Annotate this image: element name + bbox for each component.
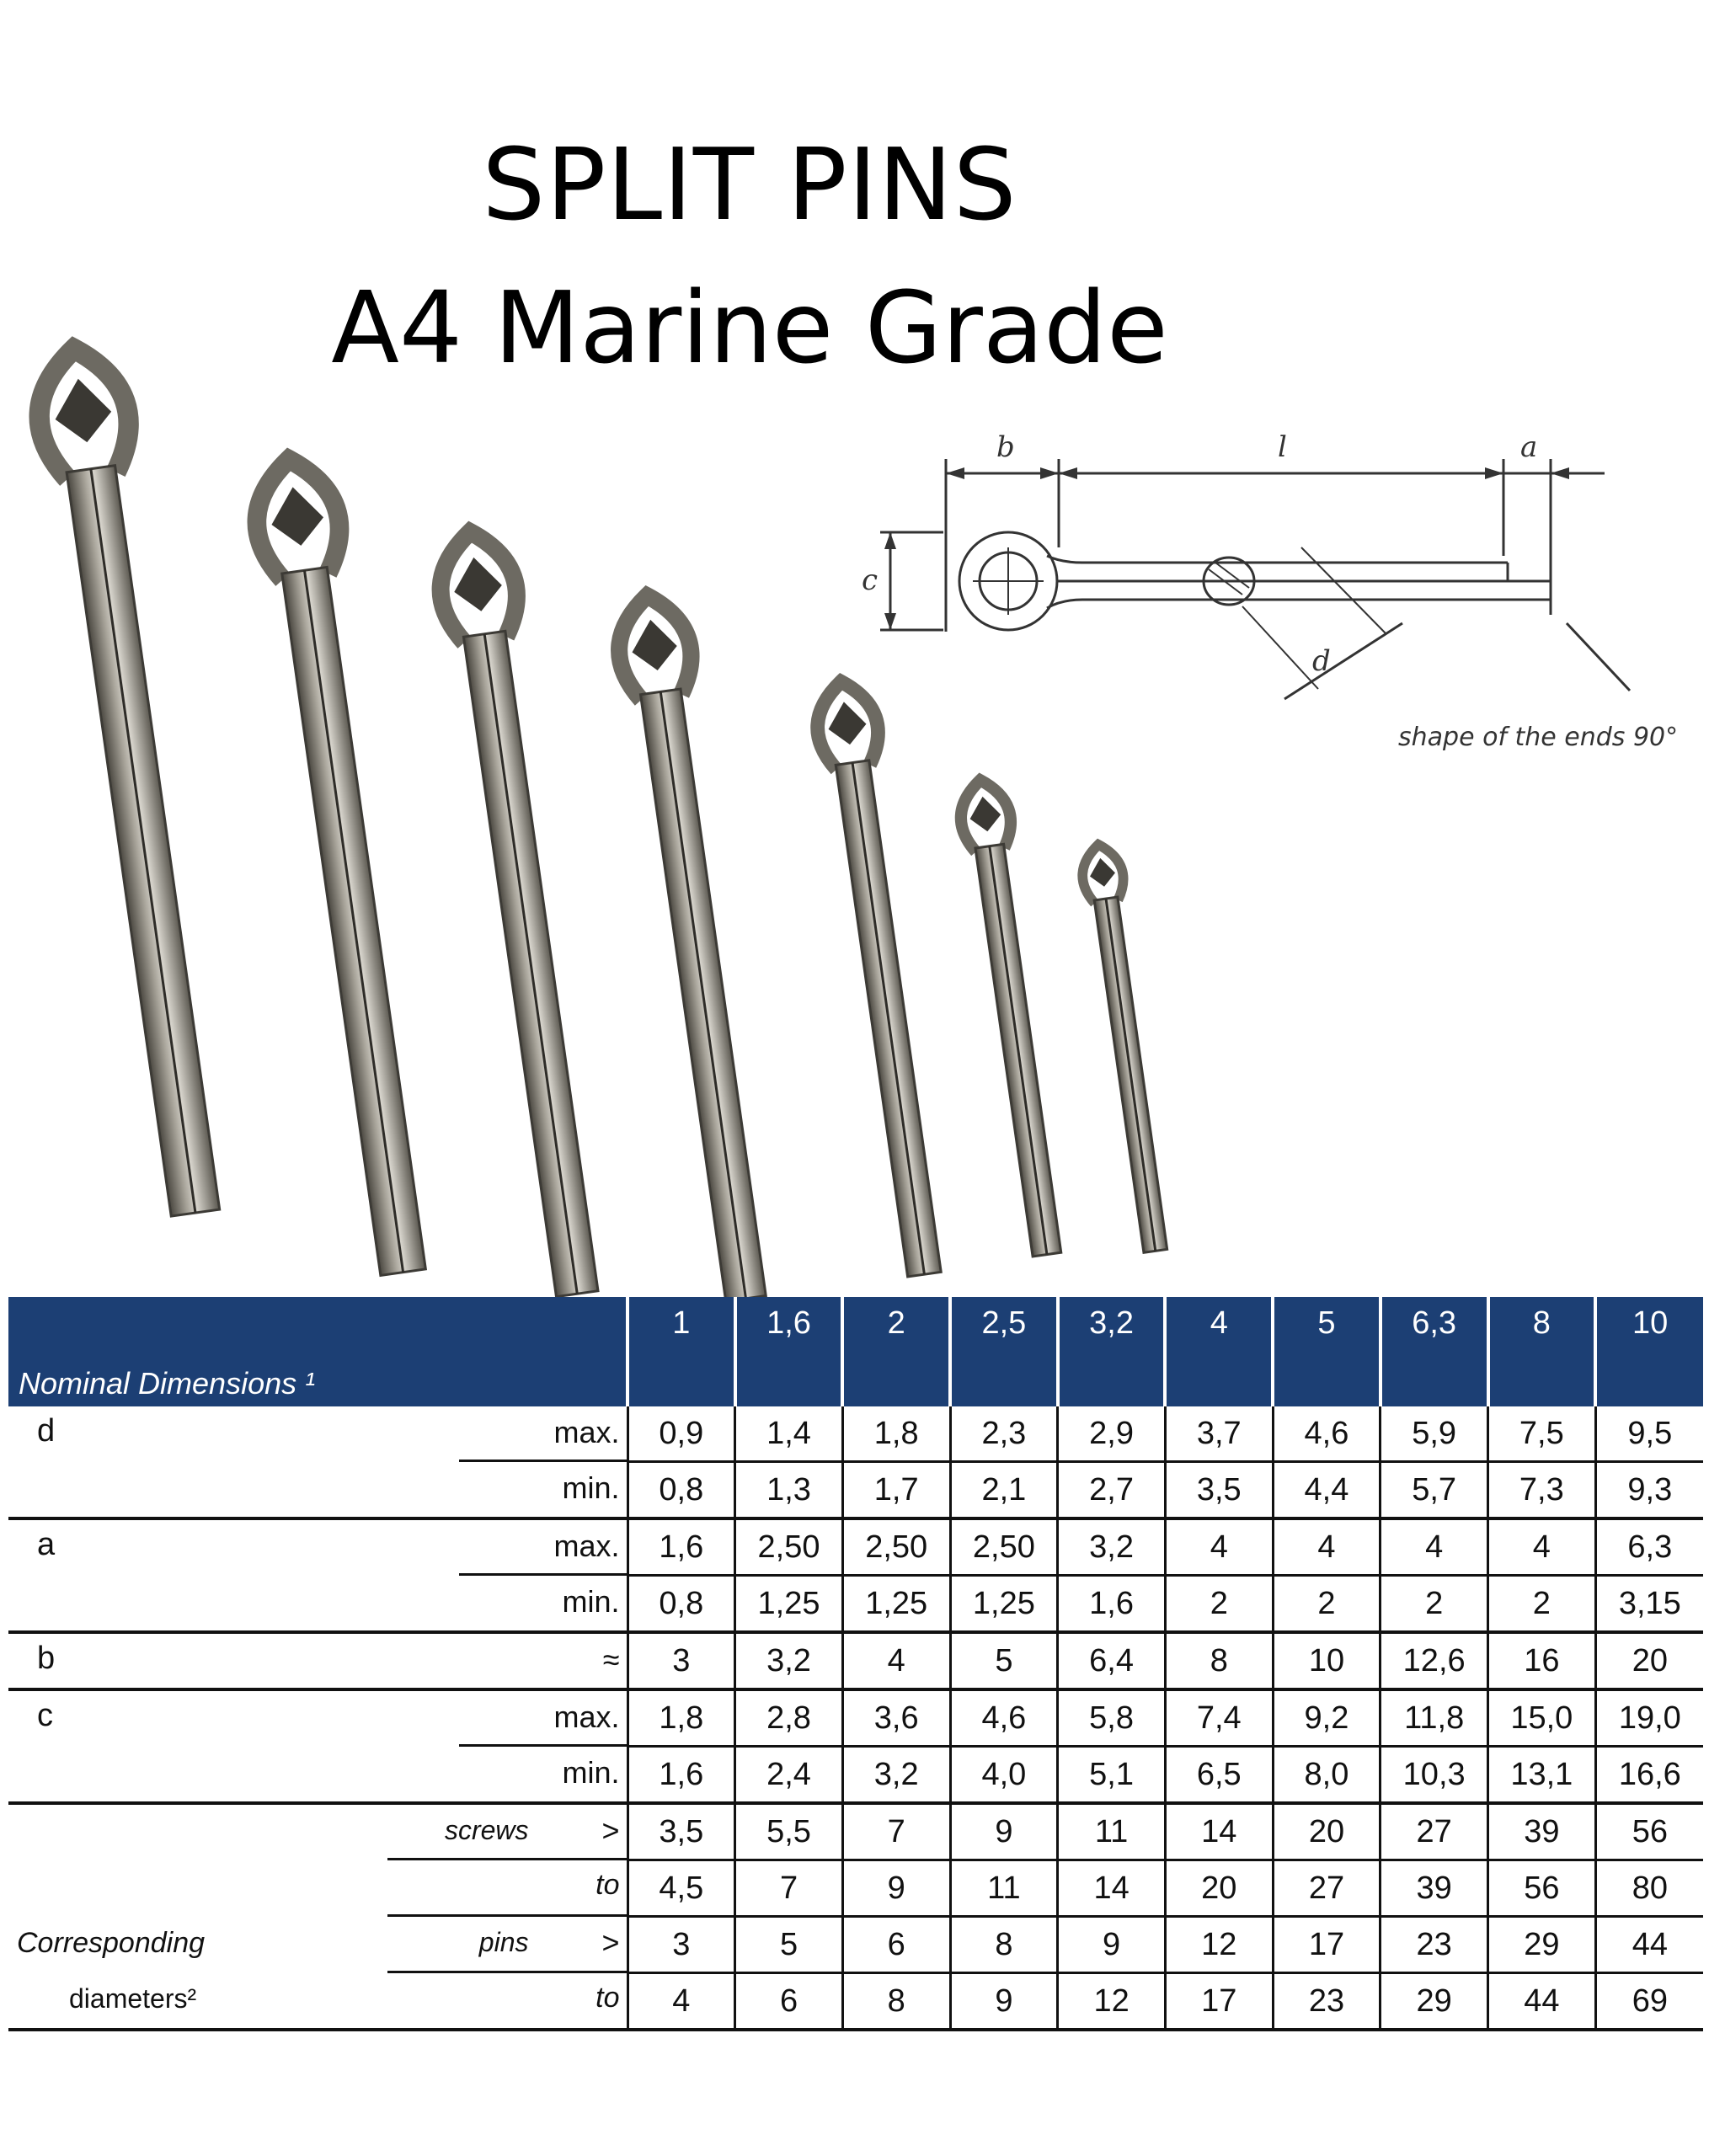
value-cell: 1,6: [1058, 1576, 1166, 1633]
size-header: 2,5: [950, 1297, 1058, 1406]
value-cell: 3,2: [1058, 1518, 1166, 1576]
value-cell: 11: [950, 1860, 1058, 1917]
value-cell: 9: [842, 1860, 950, 1917]
dim-label-b: b: [996, 430, 1015, 464]
value-cell: 5,1: [1058, 1747, 1166, 1804]
value-cell: 17: [1165, 1973, 1273, 2031]
value-cell: 1,6: [628, 1518, 735, 1576]
page-title: SPLIT PINS: [482, 126, 1017, 243]
value-cell: 3: [628, 1632, 735, 1689]
dimensions-table: [8, 1297, 1703, 2031]
value-cell: 2: [1165, 1576, 1273, 1633]
value-cell: 1,25: [735, 1576, 843, 1633]
value-cell: 2: [1273, 1576, 1381, 1633]
value-cell: 5,5: [735, 1803, 843, 1860]
value-cell: 14: [1058, 1860, 1166, 1917]
value-cell: 6,3: [1595, 1518, 1703, 1576]
value-cell: 4: [1381, 1518, 1488, 1576]
value-cell: 9: [950, 1973, 1058, 2031]
row-label: [8, 1462, 628, 1519]
value-cell: 13,1: [1488, 1747, 1596, 1804]
value-cell: 3,6: [842, 1689, 950, 1747]
value-cell: 2,50: [950, 1518, 1058, 1576]
row-a-max: [8, 1518, 1703, 1576]
size-header: 6,3: [1381, 1297, 1488, 1406]
split-pin-1: [30, 343, 240, 1219]
value-cell: 2,4: [735, 1747, 843, 1804]
value-cell: 10,3: [1381, 1747, 1488, 1804]
qualifier-label: min.: [562, 1470, 620, 1505]
diameters-label: diameters²: [69, 1983, 197, 2014]
value-cell: 2,50: [842, 1518, 950, 1576]
value-cell: 5: [735, 1917, 843, 1973]
value-cell: 29: [1488, 1917, 1596, 1973]
value-cell: 3,5: [1165, 1462, 1273, 1519]
ends-note: shape of the ends 90°: [1398, 723, 1679, 752]
dimension-symbol: a: [37, 1527, 56, 1562]
size-header: 1: [628, 1297, 735, 1406]
value-cell: 10: [1273, 1632, 1381, 1689]
value-cell: 1,3: [735, 1462, 843, 1519]
row-b: [8, 1632, 1703, 1689]
value-cell: 8: [1165, 1632, 1273, 1689]
value-cell: 2,7: [1058, 1462, 1166, 1519]
value-cell: 4: [1488, 1518, 1596, 1576]
size-header: 8: [1488, 1297, 1596, 1406]
row-label: [8, 1518, 628, 1576]
split-pin-4: [611, 590, 781, 1303]
value-cell: 80: [1595, 1860, 1703, 1917]
value-cell: 4,6: [1273, 1406, 1381, 1462]
value-cell: 1,25: [950, 1576, 1058, 1633]
value-cell: 5,7: [1381, 1462, 1488, 1519]
row-a-min: [8, 1576, 1703, 1633]
qualifier-label: min.: [562, 1583, 620, 1619]
value-cell: 44: [1595, 1917, 1703, 1973]
split-pin-3: [433, 526, 615, 1299]
value-cell: 4: [1273, 1518, 1381, 1576]
value-cell: 20: [1273, 1803, 1381, 1860]
value-cell: 23: [1273, 1973, 1381, 2031]
dim-label-l: l: [1278, 430, 1287, 464]
row-label: [8, 1860, 628, 1917]
row-c-max: [8, 1689, 1703, 1747]
value-cell: 39: [1488, 1803, 1596, 1860]
value-cell: 44: [1488, 1973, 1596, 2031]
value-cell: 23: [1381, 1917, 1488, 1973]
value-cell: 3,5: [628, 1803, 735, 1860]
value-cell: 8: [950, 1917, 1058, 1973]
qualifier-label: >: [601, 1813, 620, 1848]
qualifier-label: to: [595, 1868, 620, 1901]
row-label: [8, 1689, 628, 1747]
value-cell: 3,7: [1165, 1406, 1273, 1462]
value-cell: 56: [1595, 1803, 1703, 1860]
value-cell: 39: [1381, 1860, 1488, 1917]
size-header: 2: [842, 1297, 950, 1406]
row-screws-to: [8, 1860, 1703, 1917]
dimension-symbol: c: [37, 1698, 53, 1733]
value-cell: 2,3: [950, 1406, 1058, 1462]
value-cell: 0,9: [628, 1406, 735, 1462]
diameter-type-label: screws: [444, 1815, 529, 1845]
qualifier-label: max.: [553, 1529, 620, 1563]
dim-label-c: c: [862, 563, 879, 597]
value-cell: 29: [1381, 1973, 1488, 2031]
value-cell: 20: [1165, 1860, 1273, 1917]
row-label: [8, 1973, 628, 2031]
value-cell: 27: [1381, 1803, 1488, 1860]
value-cell: 0,8: [628, 1462, 735, 1519]
value-cell: 4,0: [950, 1747, 1058, 1804]
row-label: [8, 1632, 628, 1689]
value-cell: 11,8: [1381, 1689, 1488, 1747]
value-cell: 69: [1595, 1973, 1703, 2031]
table-header-row: [8, 1297, 1703, 1406]
size-header: 1,6: [735, 1297, 843, 1406]
value-cell: 7,4: [1165, 1689, 1273, 1747]
value-cell: 2,8: [735, 1689, 843, 1747]
value-cell: 8,0: [1273, 1747, 1381, 1804]
row-screws-gt: [8, 1803, 1703, 1860]
value-cell: 9: [1058, 1917, 1166, 1973]
value-cell: 9,2: [1273, 1689, 1381, 1747]
value-cell: 3: [628, 1917, 735, 1973]
value-cell: 5,9: [1381, 1406, 1488, 1462]
value-cell: 2,9: [1058, 1406, 1166, 1462]
value-cell: 2,50: [735, 1518, 843, 1576]
value-cell: 9,5: [1595, 1406, 1703, 1462]
value-cell: 12,6: [1381, 1632, 1488, 1689]
split-pin-6: [956, 776, 1071, 1257]
value-cell: 4: [842, 1632, 950, 1689]
value-cell: 7,3: [1488, 1462, 1596, 1519]
value-cell: 1,25: [842, 1576, 950, 1633]
value-cell: 6,4: [1058, 1632, 1166, 1689]
qualifier-label: >: [601, 1924, 620, 1960]
row-c-min: [8, 1747, 1703, 1804]
split-pin-2: [248, 454, 444, 1278]
qualifier-label: ≈: [602, 1642, 620, 1677]
value-cell: 6: [842, 1917, 950, 1973]
value-cell: 9,3: [1595, 1462, 1703, 1519]
value-cell: 3,15: [1595, 1576, 1703, 1633]
value-cell: 4: [1165, 1518, 1273, 1576]
value-cell: 3,2: [735, 1632, 843, 1689]
value-cell: 20: [1595, 1632, 1703, 1689]
row-d-max: [8, 1406, 1703, 1462]
value-cell: 7: [735, 1860, 843, 1917]
header-label: Nominal Dimensions ¹: [8, 1297, 628, 1406]
split-pin-diagram: [846, 421, 1722, 775]
value-cell: 1,8: [842, 1406, 950, 1462]
size-header: 4: [1165, 1297, 1273, 1406]
value-cell: 11: [1058, 1803, 1166, 1860]
value-cell: 17: [1273, 1917, 1381, 1973]
value-cell: 3,2: [842, 1747, 950, 1804]
dim-label-d: d: [1312, 644, 1331, 678]
size-header: 5: [1273, 1297, 1381, 1406]
value-cell: 4,4: [1273, 1462, 1381, 1519]
diameter-type-label: pins: [478, 1926, 529, 1957]
value-cell: 0,8: [628, 1576, 735, 1633]
row-pins-to: [8, 1973, 1703, 2031]
value-cell: 16,6: [1595, 1747, 1703, 1804]
size-header: 3,2: [1058, 1297, 1166, 1406]
split-pin-7: [1078, 842, 1175, 1254]
value-cell: 1,8: [628, 1689, 735, 1747]
row-label: [8, 1803, 628, 1860]
value-cell: 9: [950, 1803, 1058, 1860]
value-cell: 27: [1273, 1860, 1381, 1917]
value-cell: 15,0: [1488, 1689, 1596, 1747]
value-cell: 2,1: [950, 1462, 1058, 1519]
value-cell: 2: [1488, 1576, 1596, 1633]
value-cell: 7: [842, 1803, 950, 1860]
value-cell: 6: [735, 1973, 843, 2031]
corresponding-label: Corresponding: [17, 1926, 206, 1959]
value-cell: 8: [842, 1973, 950, 2031]
row-label: [8, 1576, 628, 1633]
value-cell: 4: [628, 1973, 735, 2031]
row-d-min: [8, 1462, 1703, 1519]
value-cell: 1,6: [628, 1747, 735, 1804]
page-subtitle: A4 Marine Grade: [331, 270, 1168, 386]
row-pins-gt: [8, 1917, 1703, 1973]
value-cell: 7,5: [1488, 1406, 1596, 1462]
value-cell: 4,5: [628, 1860, 735, 1917]
value-cell: 19,0: [1595, 1689, 1703, 1747]
row-label: [8, 1747, 628, 1804]
qualifier-label: min.: [562, 1754, 620, 1790]
value-cell: 12: [1058, 1973, 1166, 2031]
value-cell: 56: [1488, 1860, 1596, 1917]
value-cell: 5: [950, 1632, 1058, 1689]
value-cell: 12: [1165, 1917, 1273, 1973]
value-cell: 5,8: [1058, 1689, 1166, 1747]
qualifier-label: to: [595, 1981, 620, 2014]
value-cell: 14: [1165, 1803, 1273, 1860]
value-cell: 2: [1381, 1576, 1488, 1633]
qualifier-label: max.: [553, 1700, 620, 1734]
value-cell: 16: [1488, 1632, 1596, 1689]
dim-label-a: a: [1520, 430, 1538, 464]
qualifier-label: max.: [553, 1415, 620, 1449]
row-label: [8, 1917, 628, 1973]
size-header: 10: [1595, 1297, 1703, 1406]
value-cell: 1,4: [735, 1406, 843, 1462]
dimension-symbol: b: [37, 1641, 56, 1676]
row-label: [8, 1406, 628, 1462]
value-cell: 6,5: [1165, 1747, 1273, 1804]
dimension-symbol: d: [37, 1413, 56, 1449]
value-cell: 1,7: [842, 1462, 950, 1519]
value-cell: 4,6: [950, 1689, 1058, 1747]
